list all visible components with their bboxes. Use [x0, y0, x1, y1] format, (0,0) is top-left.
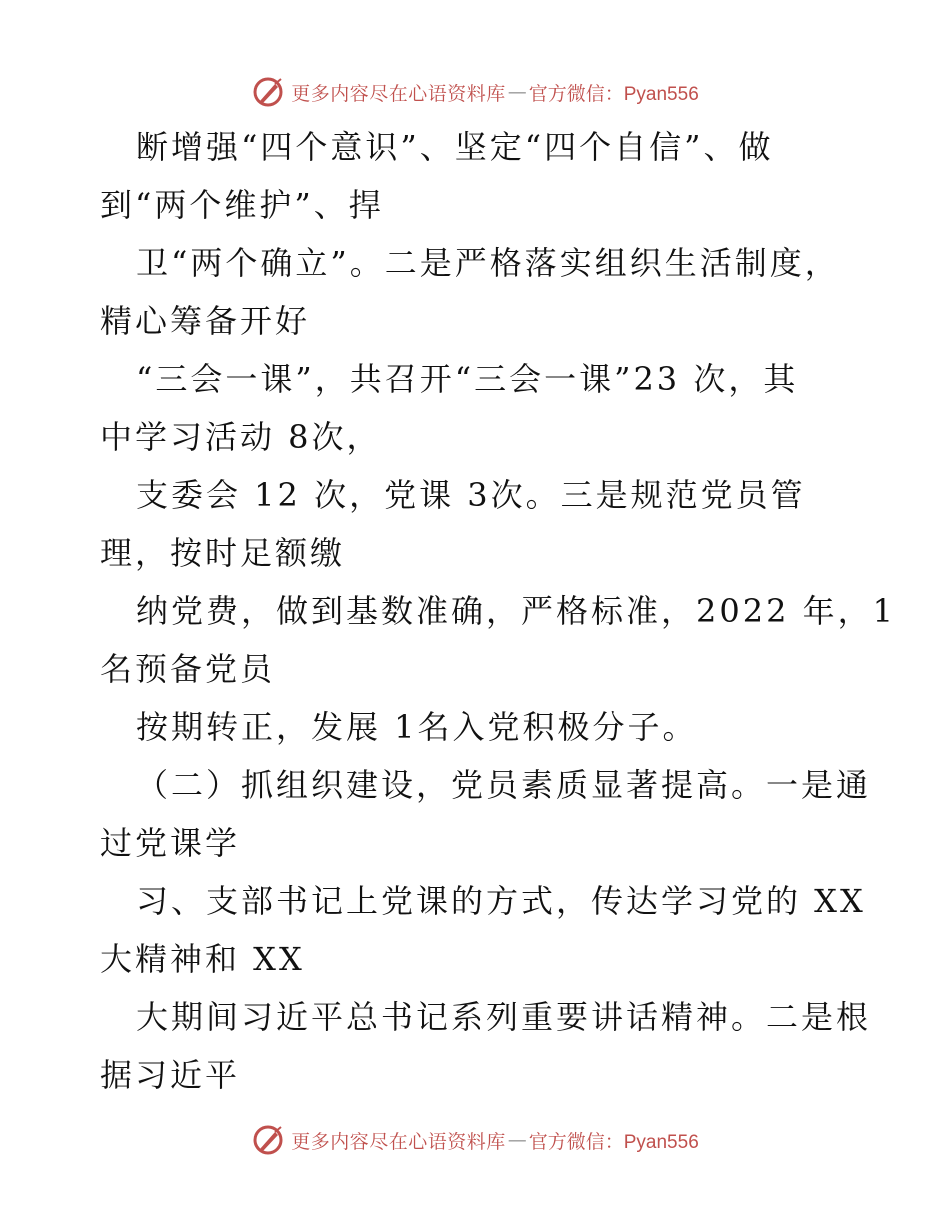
watermark-account: 官方微信：Pyan556	[528, 83, 699, 105]
body-line: （二）抓组织建设，党员素质显著提高。一是通	[136, 766, 872, 804]
watermark-dash: —	[507, 81, 527, 103]
quill-pen-logo-icon	[251, 1123, 285, 1157]
body-line: 支委会 12 次，党课 3次。三是规范党员管	[136, 476, 806, 514]
watermark-dash: —	[507, 1129, 527, 1151]
body-line: 精心筹备开好	[100, 302, 311, 340]
body-line: 纳党费，做到基数准确，严格标准，2022 年，1	[136, 592, 896, 630]
body-line: “三会一课”，共召开“三会一课”23 次，其	[136, 360, 799, 398]
watermark-text: 更多内容尽在心语资料库	[291, 1130, 506, 1153]
body-line: 名预备党员	[100, 650, 276, 688]
body-line: 据习近平	[100, 1056, 241, 1094]
body-line: 断增强“四个意识”、坚定“四个自信”、做	[136, 128, 774, 166]
watermark-header	[0, 72, 950, 112]
body-line: 到“两个维护”、捍	[100, 186, 384, 224]
body-line: 卫“两个确立”。二是严格落实组织生活制度，	[136, 244, 840, 282]
body-line: 理，按时足额缴	[100, 534, 346, 572]
body-line: 习、支部书记上党课的方式，传达学习党的 XX	[136, 882, 866, 920]
watermark-footer	[0, 1120, 950, 1160]
watermark-account: 官方微信：Pyan556	[528, 1131, 699, 1153]
watermark-text: 更多内容尽在心语资料库	[291, 82, 506, 105]
quill-pen-logo-icon	[251, 75, 285, 109]
body-line: 大期间习近平总书记系列重要讲话精神。二是根	[136, 998, 872, 1036]
body-line: 过党课学	[100, 824, 241, 862]
document-body	[100, 118, 900, 1104]
body-line: 中学习活动 8次，	[100, 418, 382, 456]
body-line: 大精神和 XX	[100, 940, 305, 978]
body-line: 按期转正，发展 1名入党积极分子。	[136, 708, 698, 746]
